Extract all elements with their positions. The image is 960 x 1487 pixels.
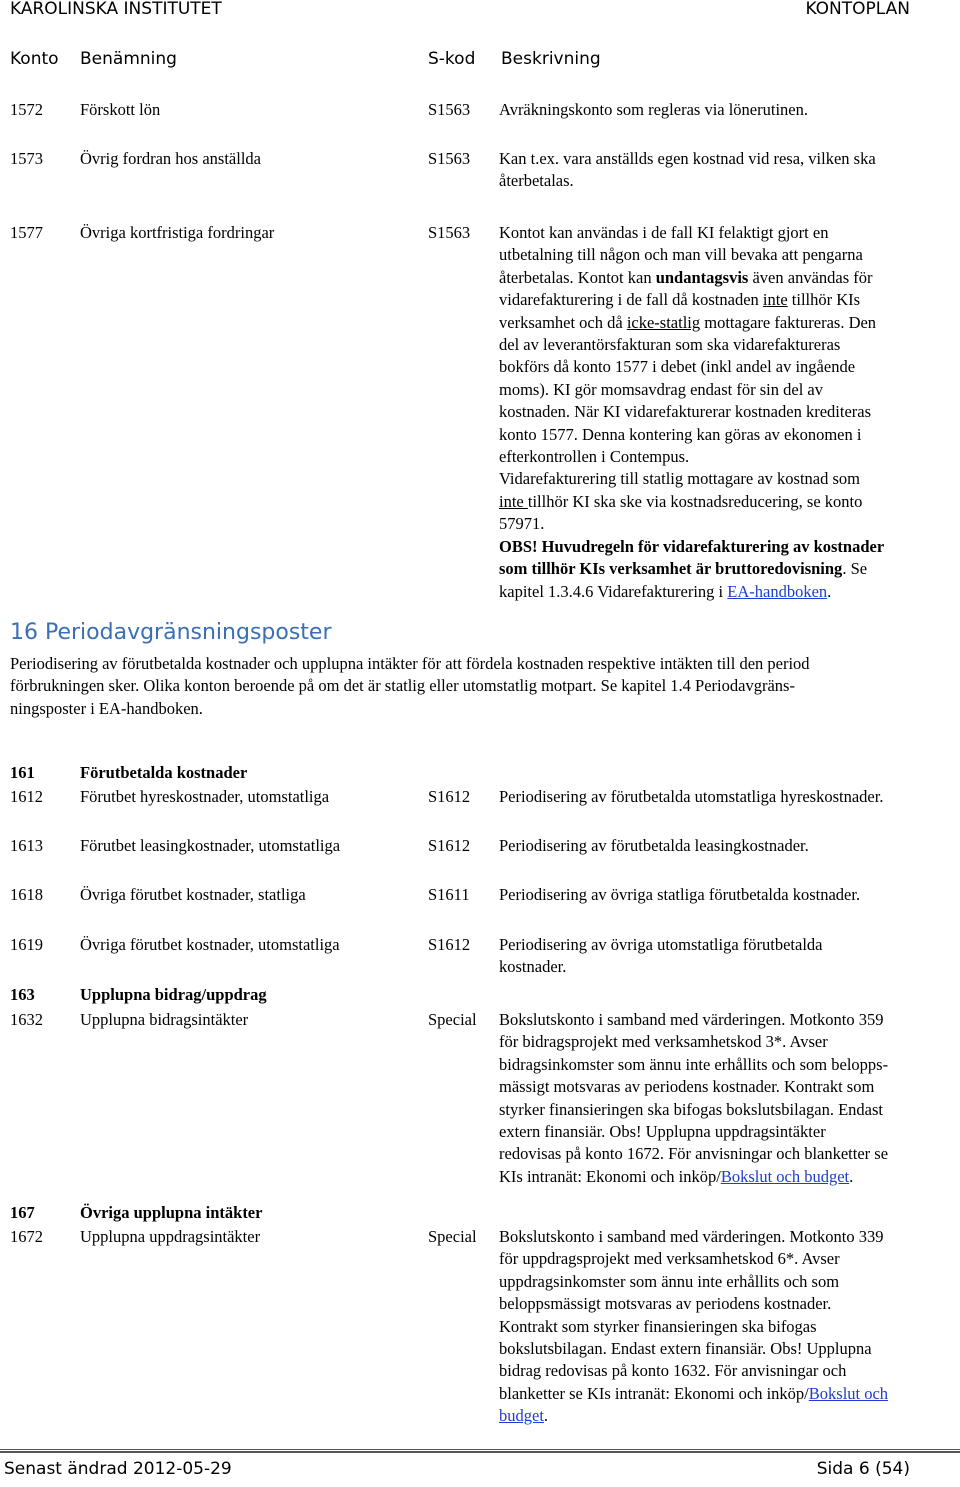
table-row-name: Förskott lön — [80, 100, 161, 119]
group-name: Förutbetalda kostnader — [80, 763, 248, 782]
table-row-konto: 1573 — [10, 149, 43, 168]
table-row-skod: S1563 — [428, 223, 471, 242]
table-row-description: Periodisering av förutbetalda utomstatliga hyreskostnader. — [499, 787, 884, 806]
ea-handboken-link[interactable]: EA-handboken — [727, 581, 828, 601]
table-row-skod: S1612 — [428, 935, 471, 954]
document-title: KONTOPLAN — [805, 0, 910, 19]
column-header-beskrivning: Beskrivning — [501, 49, 601, 69]
table-row-name: Upplupna bidragsintäkter — [80, 1010, 249, 1029]
table-row-description: Avräkningskonto som regleras via lönerutinen. — [499, 100, 808, 119]
table-row-name: Övriga förutbet kostnader, statliga — [80, 885, 306, 904]
table-row-name: Övrig fordran hos anställda — [80, 149, 261, 168]
table-row-description: Periodisering av övriga statliga förutbetalda kostnader. — [499, 885, 861, 904]
table-row-name: Övriga kortfristiga fordringar — [80, 223, 275, 242]
column-header-konto: Konto — [10, 49, 59, 69]
bokslut-och-budget-link-cont[interactable]: budget — [499, 1406, 544, 1426]
table-row-konto: 1577 — [10, 223, 43, 242]
table-row-konto: 1572 — [10, 100, 43, 119]
table-row-konto: 1612 — [10, 787, 43, 806]
group-konto: 161 — [10, 763, 35, 782]
group-name: Övriga upplupna intäkter — [80, 1203, 263, 1222]
footer-divider — [0, 1449, 960, 1453]
org-name: KAROLINSKA INSTITUTET — [10, 0, 222, 19]
table-row-description: Bokslutskonto i samband med värderingen. Motkonto 359 för bidragsprojekt med verksamhetskod 3*. Avser bidragsinkomster som ännu inte erhållits och som belopps- mässigt motsvaras av periodens kostnader. Kontrakt som styrker finansieringen ska bifogas bokslutsbilagan. Endast extern finansiär. Obs! Upplupna uppdragsintäkter redovisas på konto 1672. För anvisningar och blanketter se KIs intranät: Ekonomi och inköp/Bokslut och budget. — [499, 1010, 889, 1186]
group-konto: 163 — [10, 985, 35, 1004]
table-row-description: Kontot kan användas i de fall KI felaktigt gjort en utbetalning till någon och man vill bevaka att pengarna återbetalas. Kontot kan undantagsvis även användas för vidarefakturering i de fall då kostnaden inte tillhör KIs verksamhet och då icke-statlig mottagare faktureras. Den del av leverantörsfakturan som ska vidarefaktureras bokförs då konto 1577 i debet (inkl andel av ingående moms). KI gör momsavdrag endast för sin del av kostnaden. När KI vidarefakturerar kostnaden krediteras konto 1577. Denna kontering kan göras av ekonomen i efterkontrollen i Contempus. Vidarefakturering till statlig mottagare av kostnad som inte tillhör KI ska ske via kostnadsreducering, se konto 57971. OBS! Huvudregeln för vidarefakturering av kostnader som tillhör KIs verksamhet är bruttoredovisning. Se kapitel 1.3.4.6 Vidarefakturering i EA-handboken. — [499, 223, 885, 601]
section-intro: Periodisering av förutbetalda kostnader och upplupna intäkter för att fördela kostnaden respektive intäkten till den period förbrukningen sker. Olika konton beroende på om det är statlig eller utomstatlig motpart. Se kapitel 1.4 Periodavgräns- ningsposter i EA-handboken. — [10, 654, 810, 718]
group-name: Upplupna bidrag/uppdrag — [80, 985, 267, 1004]
bokslut-och-budget-link[interactable]: Bokslut och — [808, 1383, 889, 1403]
footer-page-number: Sida 6 (54) — [816, 1459, 910, 1479]
table-row-skod: S1612 — [428, 787, 471, 806]
column-header-benamning: Benämning — [80, 49, 177, 69]
table-row-skod: S1611 — [428, 885, 470, 904]
table-row-konto: 1618 — [10, 885, 43, 904]
table-row-konto: 1672 — [10, 1227, 43, 1246]
table-row-konto: 1613 — [10, 836, 43, 855]
table-row-skod: S1612 — [428, 836, 471, 855]
table-row-name: Förutbet hyreskostnader, utomstatliga — [80, 787, 330, 806]
bokslut-och-budget-link[interactable]: Bokslut och budget — [720, 1166, 850, 1186]
table-row-skod: Special — [428, 1010, 477, 1029]
table-row-konto: 1632 — [10, 1010, 43, 1029]
table-row-name: Övriga förutbet kostnader, utomstatliga — [80, 935, 340, 954]
table-row-description: Bokslutskonto i samband med värderingen. Motkonto 339 för uppdragsprojekt med verksamhetskod 6*. Avser uppdragsinkomster som ännu inte erhållits och som beloppsmässigt motsvaras av periodens kostnader. Kontrakt som styrker finansieringen ska bifogas bokslutsbilagan. Endast extern finansiär. Obs! Upplupna bidrag redovisas på konto 1632. För anvisningar och blanketter se KIs intranät: Ekonomi och inköp/Bokslut och budget. — [499, 1227, 889, 1426]
table-row-skod: S1563 — [428, 149, 471, 168]
table-row-description: Periodisering av förutbetalda leasingkostnader. — [499, 836, 809, 855]
table-row-konto: 1619 — [10, 935, 43, 954]
table-row-skod: S1563 — [428, 100, 471, 119]
column-header-skod: S-kod — [428, 49, 476, 69]
table-row-description: Kan t.ex. vara anställds egen kostnad vid resa, vilken ska återbetalas. — [499, 149, 876, 191]
section-heading: 16 Periodavgränsningsposter — [10, 620, 332, 645]
table-row-name: Upplupna uppdragsintäkter — [80, 1227, 261, 1246]
group-konto: 167 — [10, 1203, 35, 1222]
footer-last-modified: Senast ändrad 2012-05-29 — [4, 1459, 232, 1479]
table-row-description: Periodisering av övriga utomstatliga förutbetalda kostnader. — [499, 935, 823, 977]
table-row-name: Förutbet leasingkostnader, utomstatliga — [80, 836, 341, 855]
table-row-skod: Special — [428, 1227, 477, 1246]
